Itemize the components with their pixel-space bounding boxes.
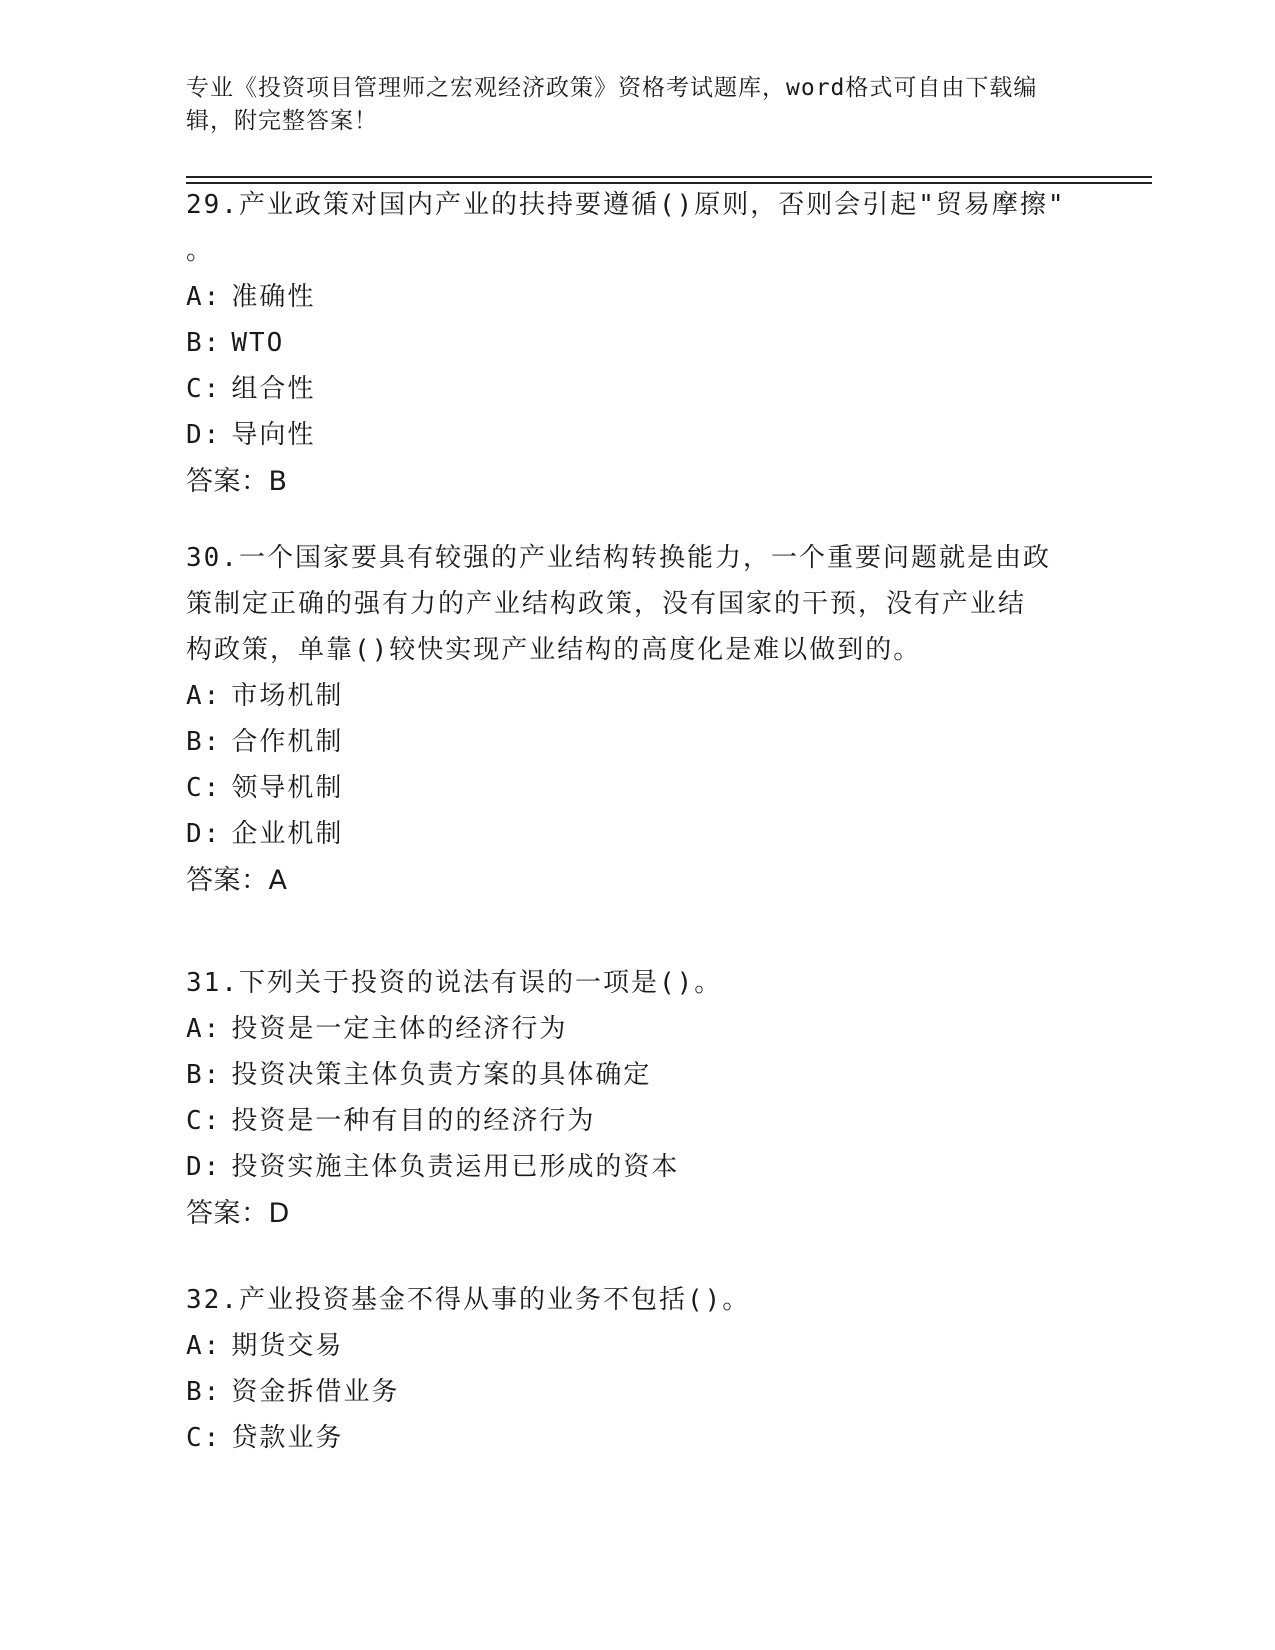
option-text: 投资实施主体负责运用已形成的资本 xyxy=(231,1152,680,1182)
option-text: 投资是一种有目的的经济行为 xyxy=(231,1106,596,1136)
header-line-1: 专业《投资项目管理师之宏观经济政策》资格考试题库，word格式可自由下载编 xyxy=(186,75,1038,101)
option-text: 资金拆借业务 xyxy=(231,1377,400,1407)
option-letter: A xyxy=(186,1014,204,1044)
answer-line xyxy=(186,1192,1086,1236)
option-d: D: 投资实施主体负责运用已形成的资本 xyxy=(186,1152,680,1182)
option-letter: C xyxy=(186,1106,204,1136)
option-b: B: 投资决策主体负责方案的具体确定 xyxy=(186,1060,652,1090)
option-letter: D xyxy=(186,1152,204,1182)
option-text: 组合性 xyxy=(231,374,316,404)
option-b: B: 资金拆借业务 xyxy=(186,1377,400,1407)
question-stem-line: 31.下列关于投资的说法有误的一项是()。 xyxy=(186,968,723,998)
answer-value: B xyxy=(268,466,288,497)
option-text: 贷款业务 xyxy=(231,1423,344,1453)
option-letter: A xyxy=(186,1331,204,1361)
option-letter: C xyxy=(186,773,204,803)
option-d: D: 企业机制 xyxy=(186,819,344,849)
answer-label: 答案： xyxy=(186,865,269,896)
question-stem-line: 29.产业政策对国内产业的扶持要遵循()原则，否则会引起"贸易摩擦" xyxy=(186,190,1066,220)
option-letter: B xyxy=(186,727,204,757)
header-line-2: 辑，附完整答案！ xyxy=(186,108,378,134)
option-d: D: 导向性 xyxy=(186,420,316,450)
option-letter: C xyxy=(186,374,204,404)
option-a: A: 投资是一定主体的经济行为 xyxy=(186,1014,568,1044)
answer-value: A xyxy=(268,865,288,896)
question-stem-line: 构政策，单靠()较快实现产业结构的高度化是难以做到的。 xyxy=(186,635,922,665)
option-text: 市场机制 xyxy=(231,681,344,711)
option-letter: A xyxy=(186,282,204,312)
question-30 xyxy=(186,535,1086,903)
answer-line xyxy=(186,460,1086,504)
option-text: 合作机制 xyxy=(231,727,344,757)
option-letter: A xyxy=(186,681,204,711)
option-c: C: 领导机制 xyxy=(186,773,344,803)
answer-line xyxy=(186,859,1086,903)
option-text: 投资是一定主体的经济行为 xyxy=(231,1014,568,1044)
option-text: 企业机制 xyxy=(231,819,344,849)
option-text: 投资决策主体负责方案的具体确定 xyxy=(231,1060,652,1090)
option-text: 期货交易 xyxy=(231,1331,344,1361)
question-32 xyxy=(186,1277,1086,1461)
header-divider-top xyxy=(186,176,1152,178)
answer-value: D xyxy=(268,1198,290,1229)
option-b: B: WTO xyxy=(186,328,285,358)
option-letter: B xyxy=(186,328,204,358)
question-stem-line: 32.产业投资基金不得从事的业务不包括()。 xyxy=(186,1285,751,1315)
option-text: 领导机制 xyxy=(231,773,344,803)
question-31 xyxy=(186,960,1086,1236)
option-letter: C xyxy=(186,1423,204,1453)
option-c: C: 贷款业务 xyxy=(186,1423,344,1453)
question-stem-line: 30.一个国家要具有较强的产业结构转换能力，一个重要问题就是由政 xyxy=(186,543,1051,573)
option-letter: B xyxy=(186,1060,204,1090)
option-a: A: 准确性 xyxy=(186,282,316,312)
question-29 xyxy=(186,182,1086,504)
option-a: A: 期货交易 xyxy=(186,1331,344,1361)
option-text: WTO xyxy=(231,328,285,358)
option-letter: D xyxy=(186,819,204,849)
option-text: 准确性 xyxy=(231,282,316,312)
question-stem-line: 策制定正确的强有力的产业结构政策，没有国家的干预，没有产业结 xyxy=(186,589,1027,619)
option-letter: D xyxy=(186,420,204,450)
answer-label: 答案： xyxy=(186,466,269,497)
answer-label: 答案： xyxy=(186,1198,269,1229)
option-b: B: 合作机制 xyxy=(186,727,344,757)
option-a: A: 市场机制 xyxy=(186,681,344,711)
question-stem-line: 。 xyxy=(186,236,215,266)
option-text: 导向性 xyxy=(231,420,316,450)
document-header xyxy=(186,72,1066,138)
option-c: C: 组合性 xyxy=(186,374,316,404)
option-c: C: 投资是一种有目的的经济行为 xyxy=(186,1106,596,1136)
option-letter: B xyxy=(186,1377,204,1407)
